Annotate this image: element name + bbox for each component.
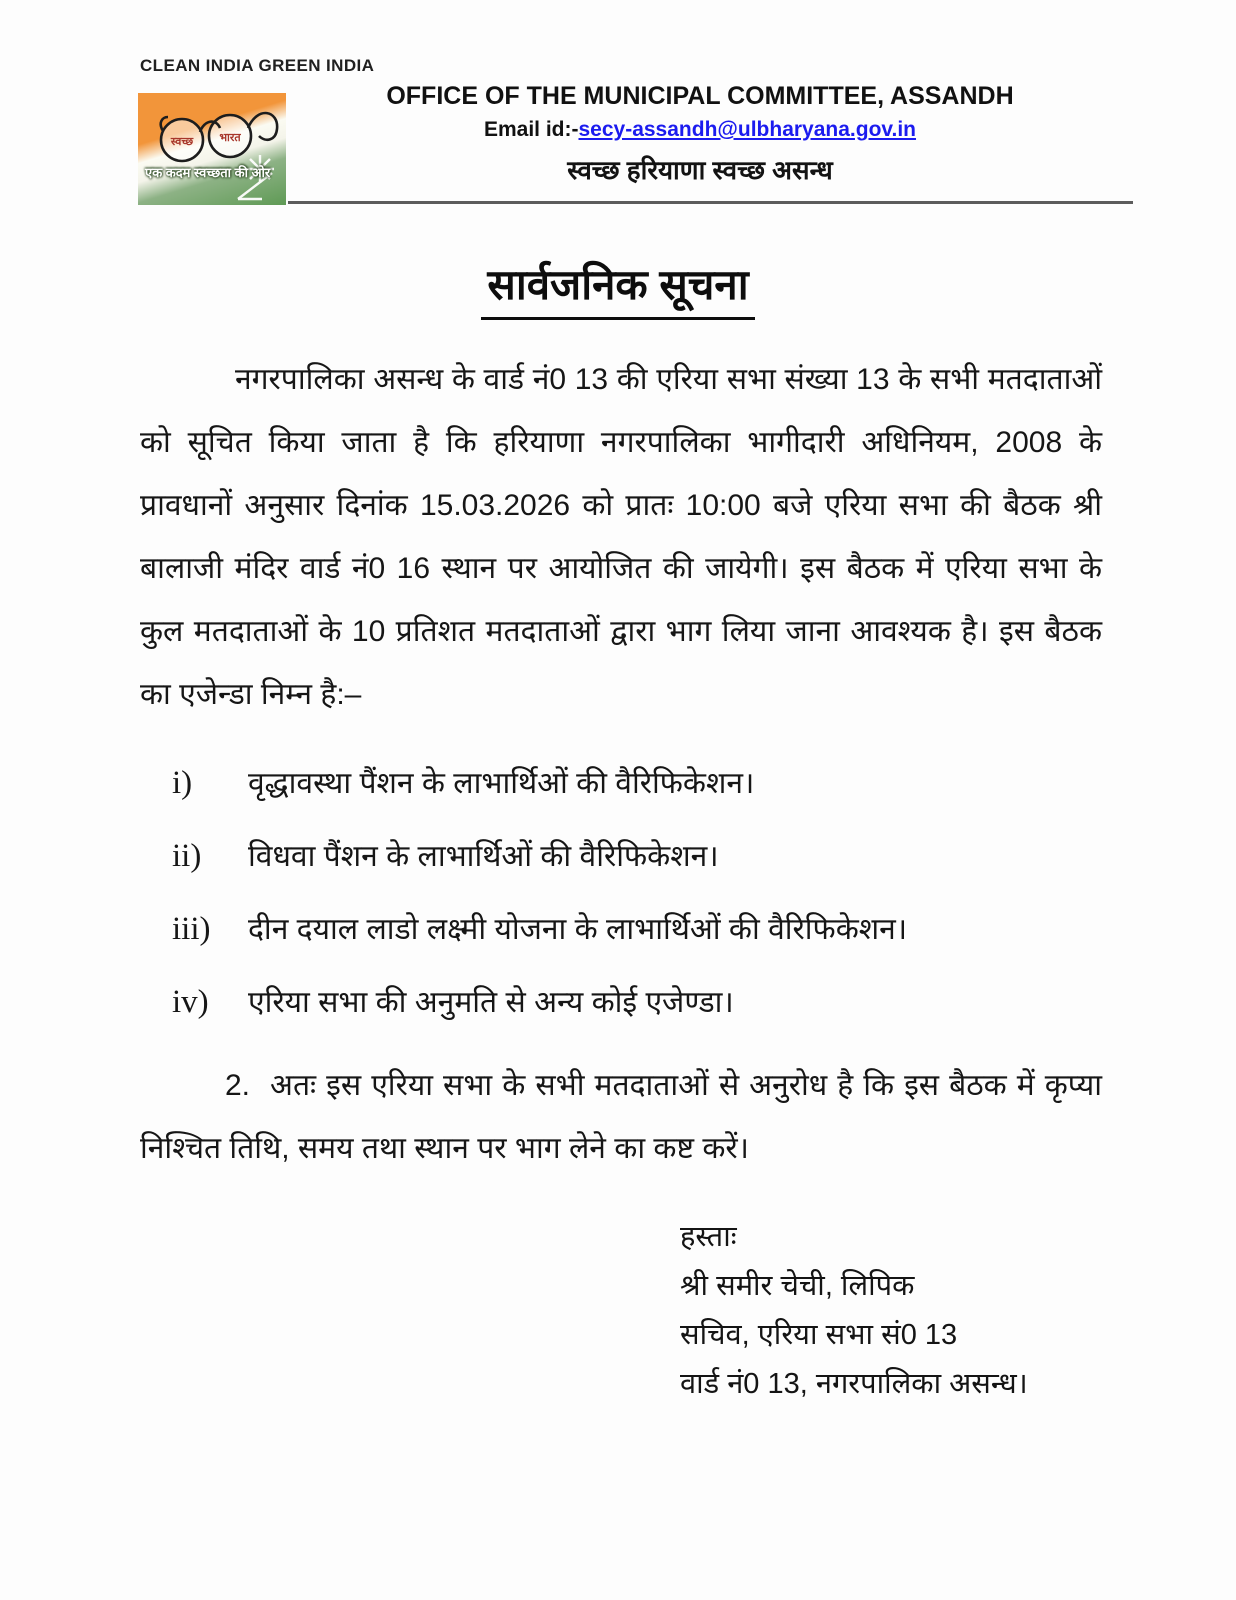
agenda-item xyxy=(140,908,1102,951)
clean-india-tagline: CLEAN INDIA GREEN INDIA xyxy=(140,56,375,75)
agenda-item xyxy=(140,835,1102,878)
signature-block xyxy=(680,1213,1028,1409)
email-line xyxy=(300,118,1100,142)
header-divider xyxy=(288,201,1133,204)
email-link[interactable]: secy-assandh@ulbharyana.gov.in xyxy=(578,118,917,141)
agenda-numeral: ii) xyxy=(172,838,202,874)
agenda-text: विधवा पैंशन के लाभार्थिओं की वैरिफिकेशन। xyxy=(248,840,719,873)
notice-title: सार्वजनिक सूचना xyxy=(481,255,754,320)
agenda-text: दीन दयाल लाडो लक्ष्मी योजना के लाभार्थिओं की वैरिफिकेशन। xyxy=(248,913,908,946)
agenda-numeral: iii) xyxy=(172,911,211,947)
agenda-item xyxy=(140,981,1102,1024)
signature-line: श्री समीर चेची, लिपिक xyxy=(680,1270,915,1302)
agenda-item xyxy=(140,762,1102,805)
paragraph-number: 2. xyxy=(225,1069,251,1102)
letterhead xyxy=(300,82,1100,187)
agenda-numeral: iv) xyxy=(172,984,209,1020)
hindi-subtitle: स्वच्छ हरियाणा स्वच्छ असन्ध xyxy=(567,155,833,185)
notice-title-wrap xyxy=(0,255,1236,320)
svg-text:भारत: भारत xyxy=(219,132,241,144)
signature-line: वार्ड नं0 13, नगरपालिका असन्ध। xyxy=(680,1368,1028,1400)
notice-body xyxy=(140,348,1102,1180)
email-label: Email id:- xyxy=(483,118,579,141)
agenda-text: वृद्धावस्था पैंशन के लाभार्थिओं की वैरिफिकेशन। xyxy=(248,767,755,800)
notice-paragraph-1: नगरपालिका असन्ध के वार्ड नं0 13 की एरिया सभा संख्या 13 के सभी मतदाताओं को सूचित किया जाता है कि हरियाणा नगरपालिका भागीदारी अधिनियम, 2008 के प्रावधानों अनुसार दिनांक 15.03.2026 को प्रातः 10:00 बजे एरिया सभा की बैठक श्री बालाजी मंदिर वार्ड नं0 16 स्थान पर आयोजित की जायेगी। इस बैठक में एरिया सभा के कुल मतदाताओं के 10 प्रतिशत मतदाताओं द्वारा भाग लिया जाना आवश्यक है। इस बैठक का एजेन्डा निम्न है:– xyxy=(140,363,1102,711)
paragraph-text: अतः इस एरिया सभा के सभी मतदाताओं से अनुरोध है कि इस बैठक में कृप्या निश्चित तिथि, समय तथा स्थान पर भाग लेने का कष्ट करें। xyxy=(140,1069,1102,1165)
agenda-numeral: i) xyxy=(172,765,193,801)
gandhi-glasses-icon xyxy=(138,93,286,205)
swachh-bharat-logo xyxy=(138,93,286,205)
signature-line: सचिव, एरिया सभा सं0 13 xyxy=(680,1319,958,1351)
logo-caption: एक कदम स्वच्छता की ओर xyxy=(145,165,271,180)
office-title: OFFICE OF THE MUNICIPAL COMMITTEE, ASSANDH xyxy=(386,82,1014,110)
svg-text:स्वच्छ: स्वच्छ xyxy=(170,136,194,148)
signature-line: हस्ताः xyxy=(680,1221,737,1253)
notice-paragraph-2 xyxy=(140,1054,1102,1180)
agenda-list xyxy=(140,762,1102,1024)
agenda-text: एरिया सभा की अनुमति से अन्य कोई एजेण्डा। xyxy=(248,986,734,1019)
